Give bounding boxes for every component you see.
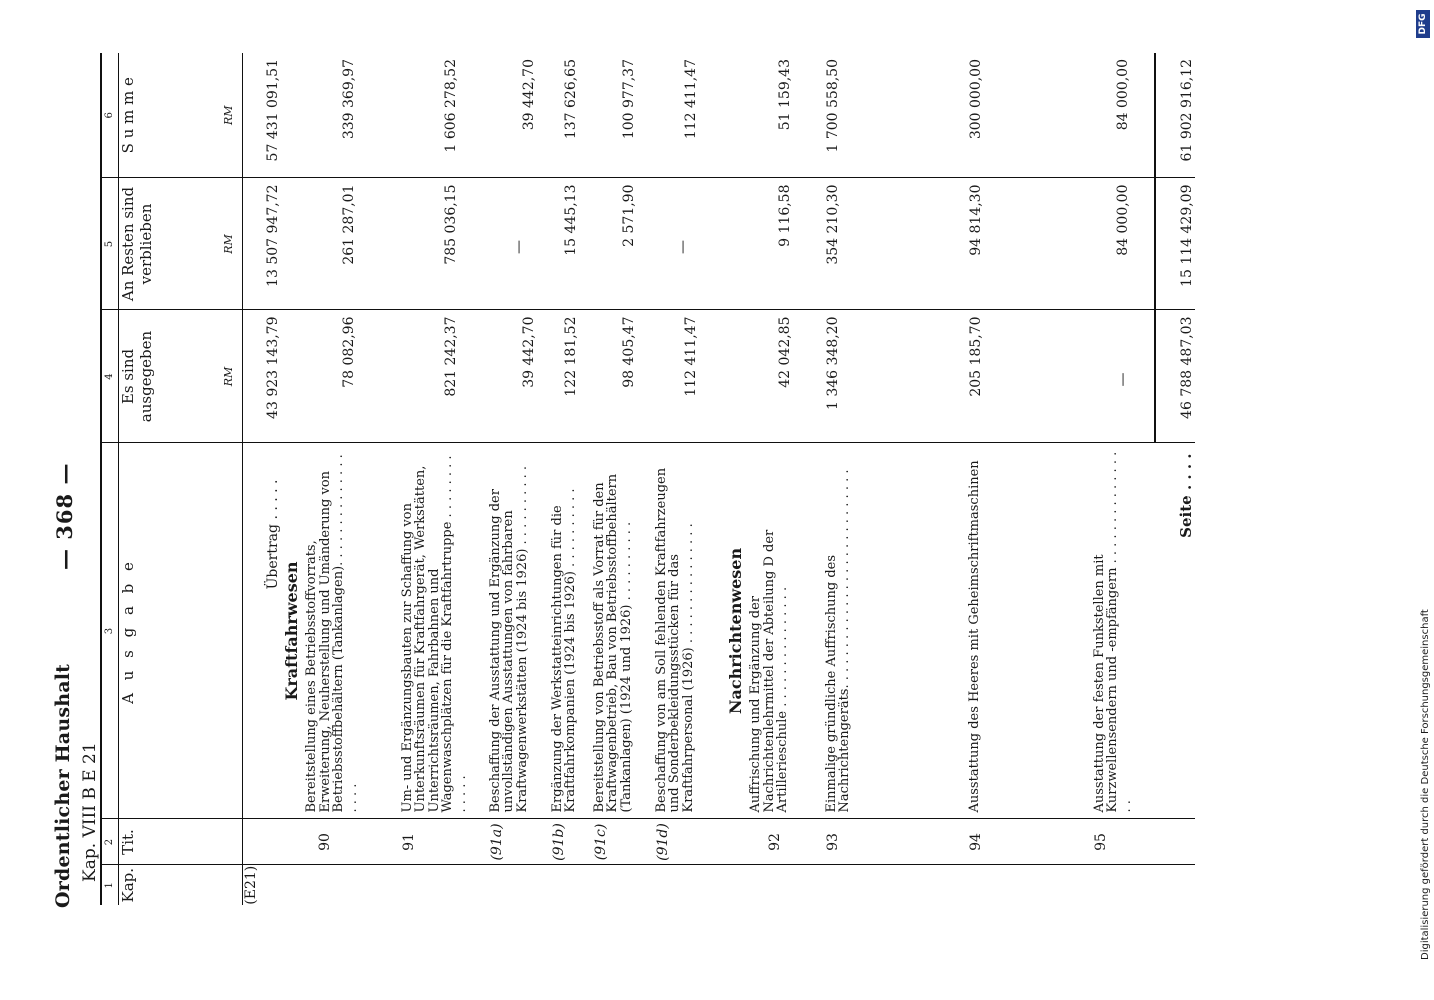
row-tit: 91	[371, 819, 481, 865]
row-text: Beschaffung der Ausstattung und Ergänzung der unvollständigen Ausstattungen von fahrbaren Kraftwagenwerkstätten (1924 bis 1926) . . . . . . . . . .	[487, 465, 530, 813]
row-ausgegeben: 205 185,70	[960, 310, 1085, 443]
colnum-1: 1	[101, 865, 119, 905]
colnum-5: 5	[101, 178, 119, 310]
row-tit: 93	[815, 819, 960, 865]
col-header-summe: S u m m e	[119, 77, 137, 154]
row-kap: (E21)	[243, 865, 281, 905]
unit-ausgegeben: RM	[222, 310, 243, 443]
row-text: Bereitstellung eines Betriebsstoffvorrats, Erweiterung, Neuherstellung und Umänderung von Betriebsstoffbehältern (Tankanlagen). . . . . . . . . . . . . . . . . .	[304, 454, 360, 813]
total-resten: 15 114 429,09	[1155, 178, 1195, 310]
row-resten: 84 000,00	[1085, 178, 1155, 310]
col-header-ausgegeben: Es sind ausgegeben	[119, 310, 223, 443]
row-text: Ausstattung des Heeres mit Geheimschriftmaschinen	[966, 460, 982, 813]
row-tit: (91c)	[593, 819, 655, 865]
total-row	[1155, 53, 1195, 905]
table-row	[655, 53, 725, 905]
table-row	[960, 53, 1085, 905]
row-ausgegeben: 43 923 143,79	[243, 310, 281, 443]
row-summe: 1 700 558,50	[824, 59, 841, 153]
row-text: Beschaffung von am Soll fehlenden Kraftfahrzeugen und Sonderbekleidungsstücken für das Kraftfahrpersonal (1926) . . . . . . . . . . . . . . .	[653, 467, 696, 813]
unit-row	[222, 53, 243, 905]
budget-table	[100, 53, 1195, 905]
colnum-6: 6	[101, 53, 119, 178]
header-title: Ordentlicher Haushalt	[52, 663, 74, 908]
row-resten: 785 036,15	[371, 178, 481, 310]
row-text: Übertrag . . . . .	[265, 479, 281, 590]
row-ausgegeben: —	[1085, 310, 1155, 443]
row-ausgegeben: 42 042,85	[725, 310, 815, 443]
col-header-tit: Tit.	[119, 819, 223, 865]
row-resten: 13 507 947,72	[243, 178, 281, 310]
row-summe: 39 442,70	[520, 59, 537, 131]
table-row	[551, 53, 593, 905]
table-row	[481, 53, 551, 905]
column-number-row	[101, 53, 119, 905]
section-title: Nachrichtenwesen	[725, 547, 745, 715]
row-resten: 261 287,01	[281, 178, 371, 310]
total-label: Seite . . . .	[1155, 443, 1195, 819]
row-summe: 57 431 091,51	[264, 59, 281, 162]
colnum-2: 2	[101, 819, 119, 865]
row-summe: 300 000,00	[967, 59, 984, 140]
row-tit: 90	[281, 819, 371, 865]
column-label-row	[119, 53, 223, 905]
row-tit	[243, 819, 281, 865]
row-tit: (91b)	[551, 819, 593, 865]
row-summe: 84 000,00	[1114, 59, 1131, 131]
row-resten: 2 571,90	[593, 178, 655, 310]
table-row	[1085, 53, 1155, 905]
header-subtitle: Kap. VIII B E 21	[80, 742, 100, 882]
col-header-ausgabe: A u s g a b e	[119, 443, 223, 819]
table-row	[725, 53, 815, 905]
dfg-logo: DFG	[1416, 10, 1430, 38]
row-summe: 137 626,65	[562, 59, 579, 140]
total-ausgegeben: 46 788 487,03	[1155, 310, 1195, 443]
table-row	[371, 53, 481, 905]
table-row	[815, 53, 960, 905]
table-row	[593, 53, 655, 905]
watermark-text: Digitalisierung gefördert durch die Deutsche Forschungsgemeinschaft	[1420, 609, 1431, 960]
row-text: Auffrischung und Ergänzung der Nachrichtenlehrmittel der Abteilung D der Artillerieschule . . . . . . . . . . . . . . .	[748, 529, 790, 813]
row-tit: 95	[1085, 819, 1155, 865]
col-header-resten: An Resten sind verblieben	[119, 178, 223, 310]
row-ausgegeben: 122 181,52	[551, 310, 593, 443]
row-resten: 9 116,58	[725, 178, 815, 310]
page-number: — 368 —	[52, 462, 77, 570]
row-ausgegeben: 821 242,37	[371, 310, 481, 443]
row-resten: —	[655, 178, 725, 310]
row-text: Einmalige gründliche Auffrischung des Nachrichtengeräts. . . . . . . . . . . . . . . . . . . . . . . . . . .	[823, 469, 852, 813]
row-summe: 51 159,43	[776, 59, 793, 131]
row-resten: 15 445,13	[551, 178, 593, 310]
unit-summe: RM	[222, 53, 243, 178]
row-tit: (91a)	[481, 819, 551, 865]
row-text: Ausstattung der festen Funkstellen mit Kurzwellensendern und -empfängern . . . . . . . . . . . . . . . .	[1091, 451, 1134, 813]
row-ausgegeben: 78 082,96	[281, 310, 371, 443]
row-tit: 94	[960, 819, 1085, 865]
section-title: Kraftfahrwesen	[281, 561, 301, 701]
row-summe: 339 369,97	[340, 59, 357, 140]
row-ausgegeben: 112 411,47	[655, 310, 725, 443]
row-tit: 92	[725, 819, 815, 865]
row-resten: 354 210,30	[815, 178, 960, 310]
row-summe: 112 411,47	[682, 59, 699, 140]
table-row	[281, 53, 371, 905]
row-resten: —	[481, 178, 551, 310]
total-summe: 61 902 916,12	[1155, 53, 1195, 178]
table-row	[243, 53, 281, 905]
row-text: Bereitstellung von Betriebsstoff als Vorrat für den Kraftwagenbetrieb, Bau von Betriebsstoffbehältern (Tankanlagen) (1924 und 1926) . . . . . . . . . .	[591, 473, 634, 813]
unit-resten: RM	[222, 178, 243, 310]
row-text: Ergänzung der Werkstatteinrichtungen für die Kraftfahrkompanien (1924 bis 1926) . . . . . . . . . .	[549, 488, 578, 813]
col-header-kap: Kap.	[119, 865, 223, 905]
row-ausgegeben: 39 442,70	[481, 310, 551, 443]
row-resten: 94 814,30	[960, 178, 1085, 310]
row-ausgegeben: 98 405,47	[593, 310, 655, 443]
row-summe: 1 606 278,52	[442, 59, 459, 153]
colnum-4: 4	[101, 310, 119, 443]
row-summe: 100 977,37	[620, 59, 637, 140]
colnum-3: 3	[101, 443, 119, 819]
row-text: Um- und Ergänzungsbauten zur Schaffung von Unterkunftsräumen für Kraftfahrgerät, Werkstätten, Unterrichtsräumen, Fahrbahnen und Wagenwaschplätzen für die Kraftfahrtruppe . . . . . . . . . . . . .	[399, 455, 469, 813]
row-tit: (91d)	[655, 819, 725, 865]
row-ausgegeben: 1 346 348,20	[815, 310, 960, 443]
